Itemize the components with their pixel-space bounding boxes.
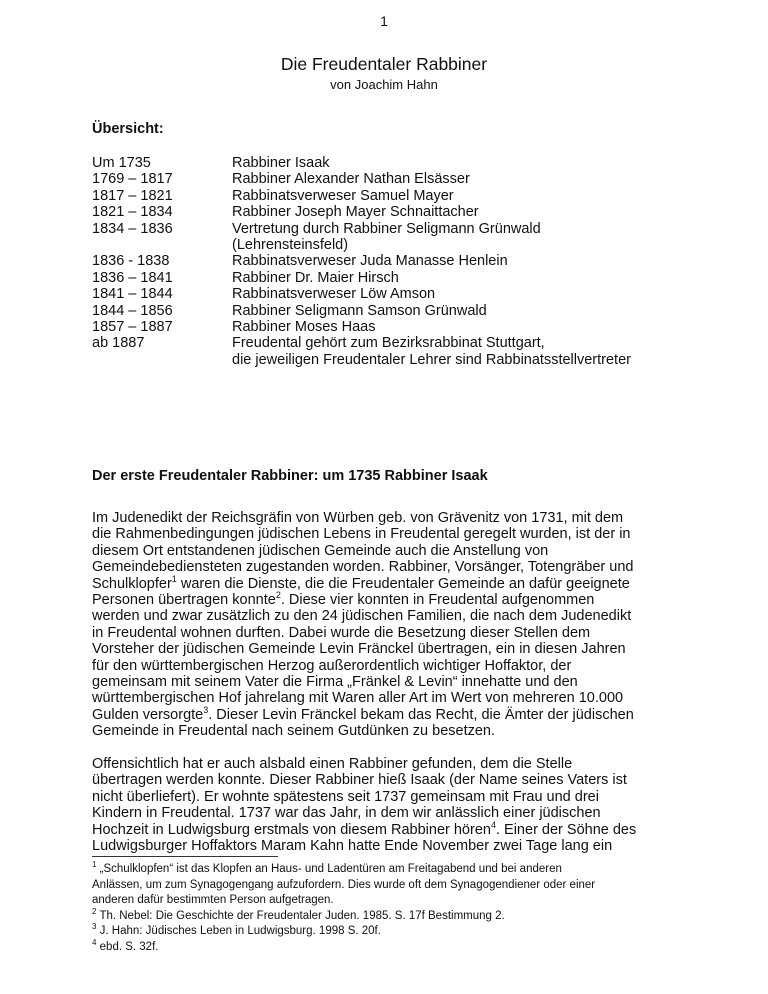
text-line: Gemeinde in Freudental nach seinem Gutdünken zu besetzen.: [92, 723, 496, 740]
overview-description-line: Rabbinatsverweser Löw Amson: [232, 286, 436, 303]
text-line: Gemeindebediensteten zugestanden worden. Rabbiner, Vorsänger, Totengräber und: [92, 559, 634, 576]
footnote-1-continued: Anlässen, um zum Synagogengang aufzufordern. Dies wurde oft dem Synagogendiener oder einer: [92, 878, 596, 891]
overview-row: [92, 221, 732, 254]
text-line: Offensichtlich hat er auch alsbald einen Rabbiner gefunden, dem die Stelle: [92, 756, 573, 773]
footnote-ref[interactable]: 2: [275, 590, 281, 601]
text-line: gemeinsam mit seinem Vater die Firma „Fränkel & Levin“ innehatte und den: [92, 674, 578, 691]
overview-description: [232, 188, 732, 204]
text-line: werden und zwar zusätzlich zu den 24 jüdischen Familien, die nach dem Judenedikt: [92, 608, 632, 625]
footnote-1: $^1$ „Schulklopfen“ ist das Klopfen an Haus- und Ladentüren am Freitagabend und bei anderen: [92, 860, 562, 875]
overview-description: [232, 286, 732, 302]
overview-period: 1857 – 1887: [92, 319, 173, 336]
section-heading: Der erste Freudentaler Rabbiner: um 1735 Rabbiner Isaak: [92, 468, 488, 484]
overview-description: [232, 221, 732, 254]
overview-period: 1844 – 1856: [92, 302, 173, 319]
overview-period: Um 1735: [92, 155, 151, 171]
text-line: diesem Ort entstandenen jüdischen Gemeinde auch die Anstellung von: [92, 542, 549, 559]
overview-description: [232, 171, 732, 187]
footnote-ref[interactable]: 3: [203, 705, 209, 716]
overview-period: ab 1887: [92, 335, 145, 352]
footnote-2: $^2$ Th. Nebel: Die Geschichte der Freudentaler Juden. 1985. S. 17f Bestimmung 2.: [92, 906, 505, 922]
overview-row: [92, 188, 732, 204]
overview-heading: Übersicht:: [92, 121, 164, 137]
footnote-separator: [92, 856, 278, 857]
overview-row: [92, 319, 732, 335]
overview-description-line: Freudental gehört zum Bezirksrabbinat Stuttgart,: [232, 335, 545, 352]
overview-description-line: Rabbiner Seligmann Samson Grünwald: [232, 302, 487, 319]
footnote-1-continued: anderen dafür bestimmten Person aufgetragen.: [92, 894, 334, 907]
text-line: in Freudental wohnen durften. Dabei wurde die Besetzung dieser Stellen dem: [92, 624, 591, 641]
page-number: 1: [380, 13, 388, 29]
text-line: württembergischen Hof jahrelang mit Waren aller Art im Wert von mehreren 10.000: [92, 690, 624, 707]
overview-description-line: Vertretung durch Rabbiner Seligmann Grünwald: [232, 220, 541, 237]
overview-description-line: Rabbiner Alexander Nathan Elsässer: [232, 171, 470, 188]
overview-table: [92, 155, 732, 368]
overview-description-line: Rabbiner Dr. Maier Hirsch: [232, 269, 399, 286]
overview-row: [92, 204, 732, 220]
overview-row: [92, 253, 732, 269]
overview-description-line: Rabbiner Isaak: [232, 155, 330, 171]
text-line: nicht überliefert). Er wohnte spätestens seit 1737 gemeinsam mit Frau und drei: [92, 788, 599, 805]
footnote-ref[interactable]: 4: [490, 819, 496, 830]
document-title: Die Freudentaler Rabbiner: [280, 54, 488, 74]
text-line: Hochzeit in Ludwigsburg erstmals von diesem Rabbiner hören$^4$. Einer der Söhne des: [92, 819, 637, 838]
overview-description: [232, 204, 732, 220]
overview-period: 1841 – 1844: [92, 286, 173, 303]
paragraph: [92, 756, 692, 854]
overview-description-line: die jeweiligen Freudentaler Lehrer sind Rabbinatsstellvertreter: [232, 351, 631, 368]
text-line: Gulden versorgte$^3$. Dieser Levin Fränckel bekam das Recht, die Ämter der jüdischen: [92, 705, 634, 723]
overview-description: [232, 319, 732, 335]
overview-description: [232, 253, 732, 269]
text-line: Vorsteher der jüdischen Gemeinde Levin Fränckel übertragen, ein in diesen Jahren: [92, 641, 626, 658]
text-line: für den württembergischen Herzog außerordentlich wichtiger Hoffaktor, der: [92, 657, 572, 674]
overview-row: [92, 270, 732, 286]
text-line: Im Judenedikt der Reichsgräfin von Würben geb. von Grävenitz von 1731, mit dem: [92, 510, 624, 526]
paragraph: [92, 510, 692, 740]
text-line: übertragen werden konnte. Dieser Rabbiner hieß Isaak (der Name seines Vaters ist: [92, 772, 627, 789]
overview-description: [232, 270, 732, 286]
document-author: von Joachim Hahn: [330, 77, 438, 92]
overview-period: 1836 - 1838: [92, 253, 170, 270]
overview-row: [92, 335, 732, 368]
overview-period: 1769 – 1817: [92, 171, 173, 188]
body-text: [92, 510, 692, 871]
footnote-ref[interactable]: 1: [171, 573, 177, 584]
overview-description-line: Rabbiner Moses Haas: [232, 319, 376, 336]
overview-row: [92, 303, 732, 319]
text-line: Kindern in Freudental. 1737 war das Jahr, in dem wir anlässlich einer jüdischen: [92, 805, 601, 822]
overview-row: [92, 155, 732, 171]
overview-description: [232, 303, 732, 319]
footnotes: [92, 862, 712, 956]
overview-period: 1834 – 1836: [92, 220, 173, 237]
overview-description-line: (Lehrensteinsfeld): [232, 237, 349, 254]
text-line: Schulklopfer$^1$ waren die Dienste, die die Freudentaler Gemeinde an dafür geeignete: [92, 573, 630, 592]
overview-row: [92, 286, 732, 302]
overview-period: 1836 – 1841: [92, 269, 173, 286]
overview-period: 1817 – 1821: [92, 187, 173, 204]
text-line: Personen übertragen konnte$^2$. Diese vier konnten in Freudental aufgenommen: [92, 590, 595, 609]
overview-period: 1821 – 1834: [92, 204, 173, 221]
overview-description: [232, 335, 732, 368]
text-line: die Rahmenbedingungen jüdischen Lebens in Freudental geregelt wurden, ist der in: [92, 526, 631, 543]
footnote-3: $^3$ J. Hahn: Jüdisches Leben in Ludwigsburg. 1998 S. 20f.: [92, 922, 381, 938]
overview-description-line: Rabbinatsverweser Samuel Mayer: [232, 187, 454, 204]
overview-row: [92, 171, 732, 187]
overview-description-line: Rabbinatsverweser Juda Manasse Henlein: [232, 253, 508, 270]
text-line: Ludwigsburger Hoffaktors Maram Kahn hatte Ende November zwei Tage lang ein: [92, 838, 613, 855]
overview-description: [232, 155, 732, 171]
footnote-4: $^4$ ebd. S. 32f.: [92, 938, 159, 953]
overview-description-line: Rabbiner Joseph Mayer Schnaittacher: [232, 204, 479, 221]
